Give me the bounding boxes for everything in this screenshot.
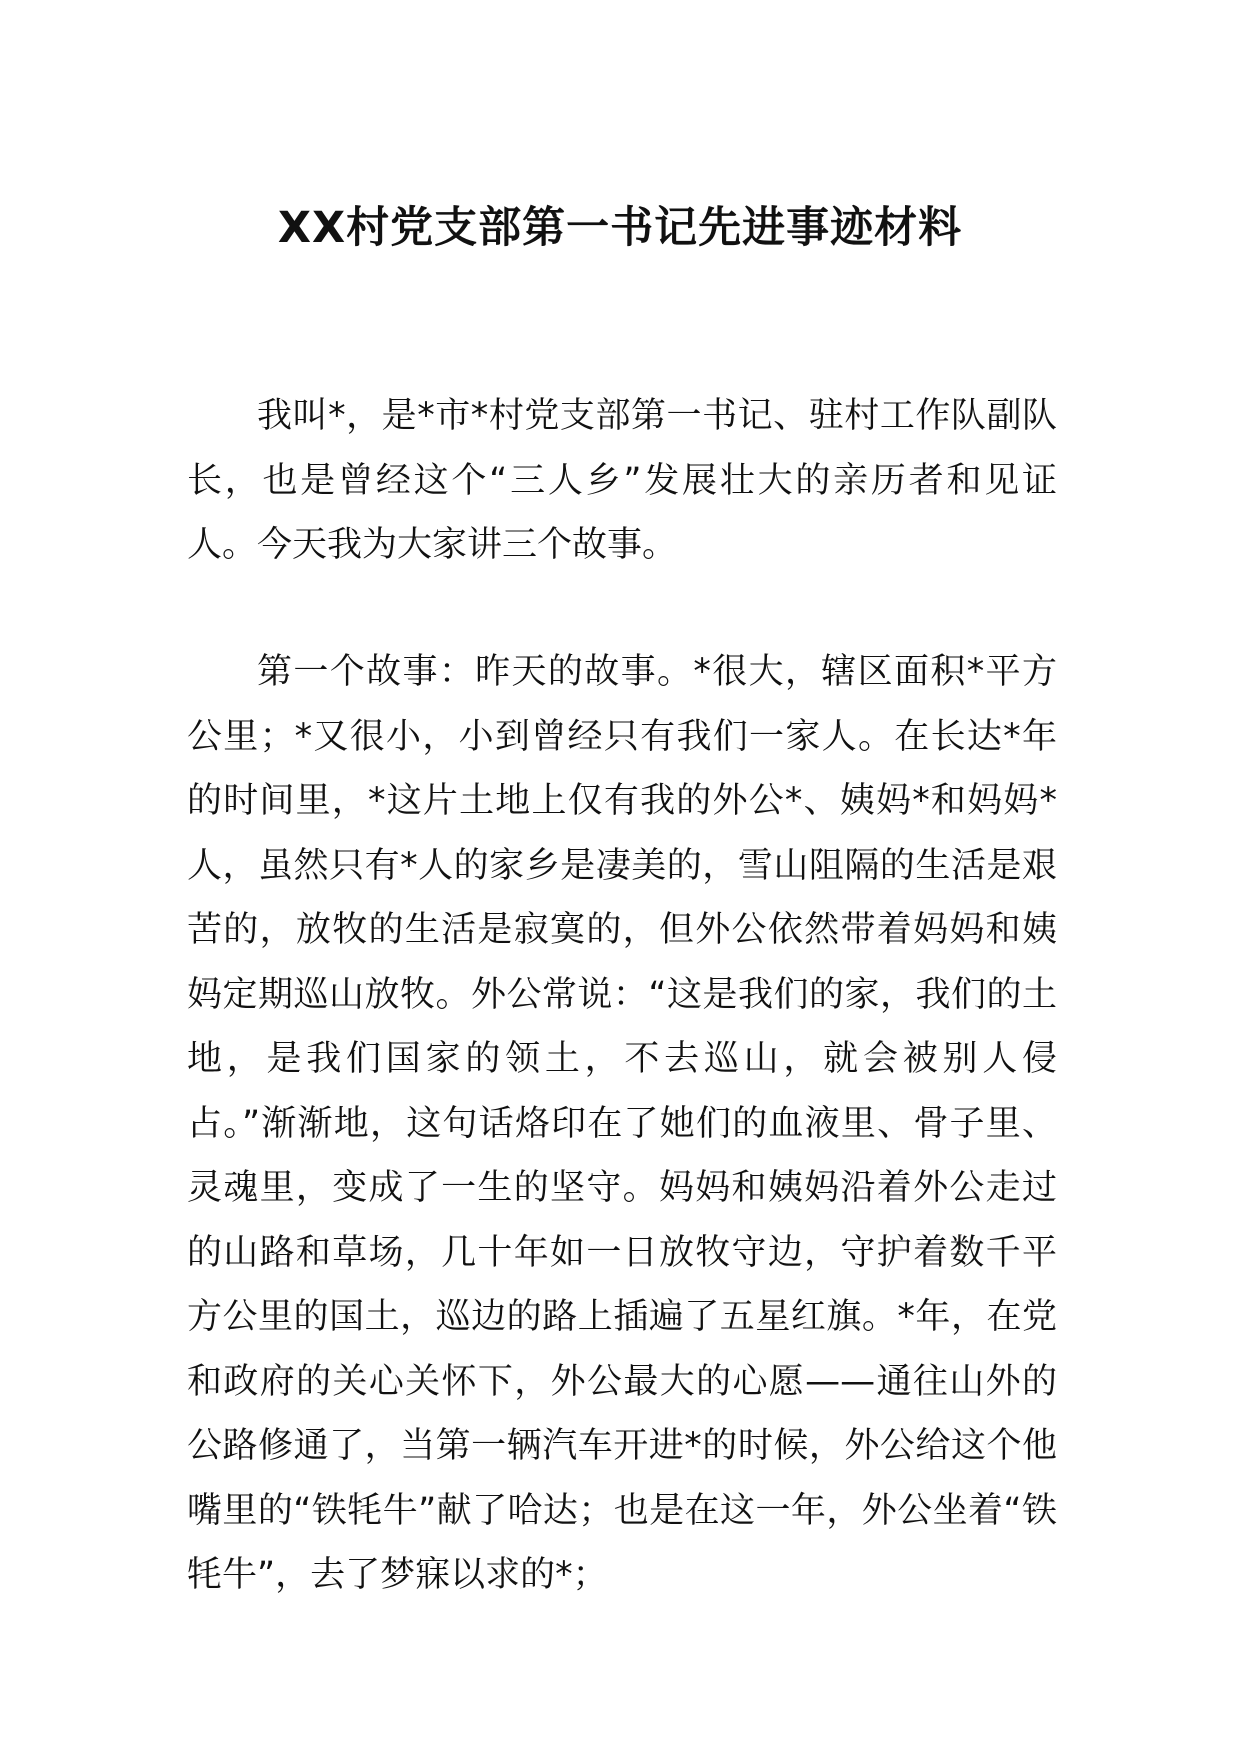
document-title: XX村党支部第一书记先进事迹材料 (277, 203, 963, 253)
paragraph-intro: 我叫*，是*市*村党支部第一书记、驻村工作队副队长，也是曾经这个“三人乡”发展壮大的亲历者和见证人。今天我为大家讲三个故事。 (187, 396, 1057, 565)
paragraph-first-story: 第一个故事：昨天的故事。*很大，辖区面积*平方公里；*又很小，小到曾经只有我们一家人。在长达*年的时间里，*这片土地上仅有我的外公*、姨妈*和妈妈*人，虽然只有*人的家乡是凄美的，雪山阻隔的生活是艰苦的，放牧的生活是寂寞的，但外公依然带着妈妈和姨妈定期巡山放牧。外公常说：“这是我们的家，我们的土地，是我们国家的领土，不去巡山，就会被别人侵占。”渐渐地，这句话烙印在了她们的血液里、骨子里、灵魂里，变成了一生的坚守。妈妈和姨妈沿着外公走过的山路和草场，几十年如一日放牧守边，守护着数千平方公里的国土，巡边的路上插遍了五星红旗。*年，在党和政府的关心关怀下，外公最大的心愿——通往山外的公路修通了，当第一辆汽车开进*的时候，外公给这个他嘴里的“铁牦牛”献了哈达；也是在这一年，外公坐着“铁牦牛”，去了梦寐以求的*； (187, 652, 1057, 1595)
